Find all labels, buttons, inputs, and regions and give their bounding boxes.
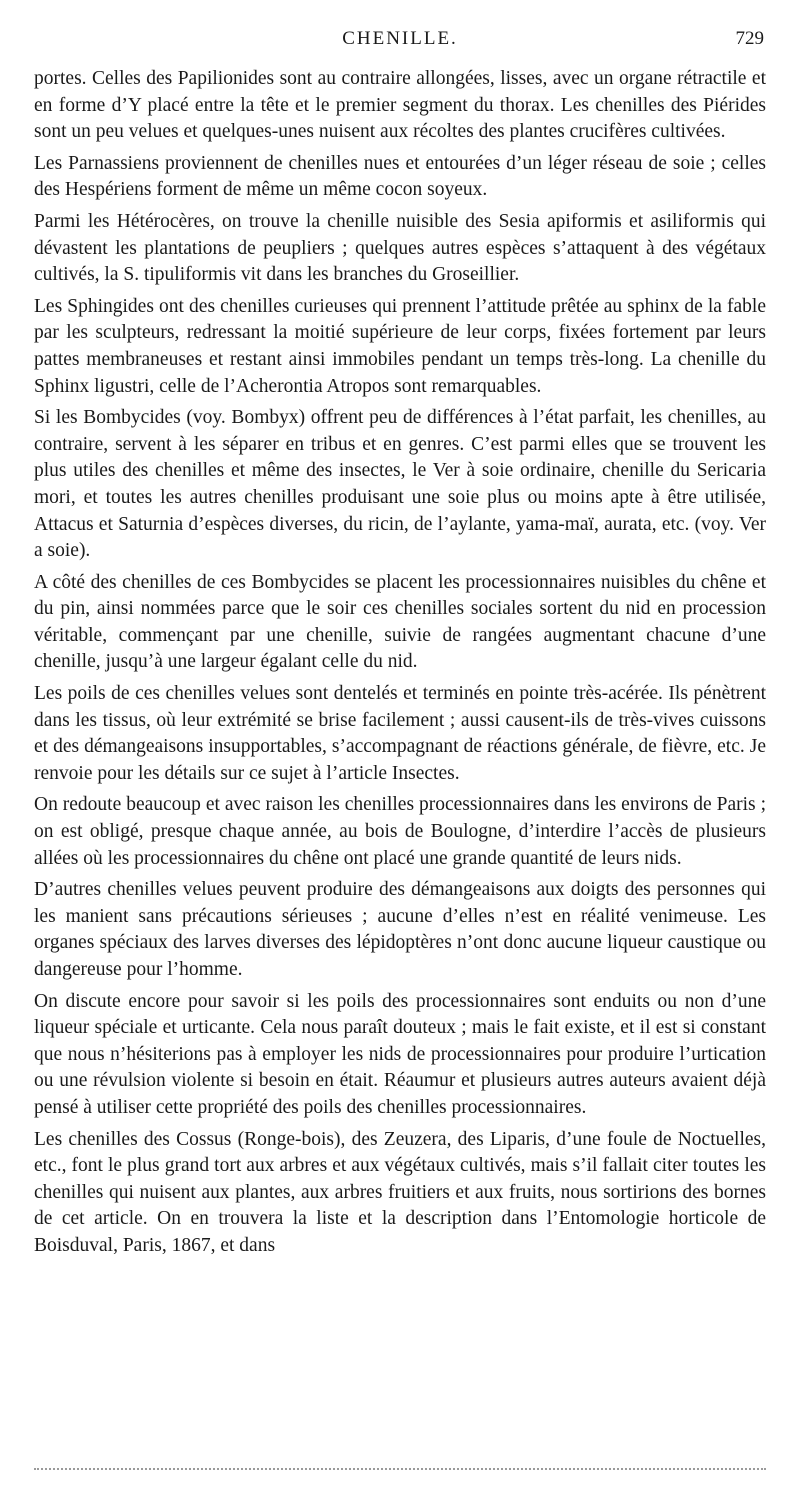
paragraph: D’autres chenilles velues peuvent produire des démangeaisons aux doigts des personnes qui les manient sans précautions sérieuses ; aucune d’elles n’est en réalité venimeuse. Les organes spéciaux des larves diverses des lépidoptères n’ont donc aucune liqueur caustique ou dangereuse pour l’homme.: [34, 879, 766, 980]
running-header: [34, 28, 766, 54]
page-number: 729: [735, 28, 764, 49]
paragraph: A côté des chenilles de ces Bombycides se placent les processionnaires nuisibles du chêne et du pin, ainsi nommées parce que le soir ces chenilles sociales sortent du nid en procession véritable, commençant par une chenille, suivie de rangées augmentant chacune d’une chenille, jusqu’à une largeur égalant celle du nid.: [34, 571, 766, 673]
bottom-divider: [34, 1468, 766, 1472]
paragraph: Les Sphingides ont des chenilles curieuses qui prennent l’attitude prêtée au sphinx de la fable par les sculpteurs, redressant la moitié supérieure de leur corps, fixées fortement par leurs pattes membraneuses et restant ainsi immobiles pendant un temps très-long. La chenille du Sphinx ligustri, celle de l’Acherontia Atropos sont remarquables.: [34, 295, 766, 397]
paragraph: On discute encore pour savoir si les poils des processionnaires sont enduits ou non d’une liqueur spéciale et urticante. Cela nous paraît douteux ; mais le fait existe, et il est si constant que nous n’hésiterions pas à employer les nids de processionnaires pour produire l’urtication ou une révulsion violente si besoin en était. Réaumur et plusieurs autres auteurs avaient déjà pensé à utiliser cette propriété des poils des chenilles processionnaires.: [34, 990, 766, 1118]
paragraph: On redoute beaucoup et avec raison les chenilles processionnaires dans les environs de Paris ; on est obligé, presque chaque année, au bois de Boulogne, d’interdire l’accès de plusieurs allées où les processionnaires du chêne ont placé une grande quantité de leurs nids.: [34, 794, 766, 869]
paragraph: Parmi les Hétérocères, on trouve la chenille nuisible des Sesia apiformis et asiliformis qui dévastent les plantations de peupliers ; quelques autres espèces s’attaquent à des végétaux cultivés, la S. tipuliformis vit dans les branches du Groseillier.: [34, 210, 766, 286]
document-page: [34, 28, 766, 1260]
page-title: CHENILLE.: [342, 28, 458, 49]
body-text: [34, 66, 766, 1260]
paragraph: Si les Bombycides (voy. Bombyx) offrent peu de différences à l’état parfait, les chenilles, au contraire, servent à les séparer en tribus et en genres. C’est parmi elles que se trouvent les plus utiles des chenilles et même des insectes, le Ver à soie ordinaire, chenille du Sericaria mori, et toutes les autres chenilles produisant une soie plus ou moins apte à être utilisée, Attacus et Saturnia d’espèces diverses, du ricin, de l’aylante, yama-maï, aurata, etc. (voy. Ver a soie).: [34, 407, 766, 562]
paragraph: Les Parnassiens proviennent de chenilles nues et entourées d’un léger réseau de soie ; celles des Hespériens forment de même un même cocon soyeux.: [34, 152, 766, 201]
paragraph: portes. Celles des Papilionides sont au contraire allongées, lisses, avec un organe rétractile et en forme d’Y placé entre la tête et le premier segment du thorax. Les chenilles des Piérides sont un peu velues et quelques-unes nuisent aux récoltes des plantes crucifères cultivées.: [34, 68, 766, 143]
paragraph: Les poils de ces chenilles velues sont dentelés et terminés en pointe très-acérée. Ils pénètrent dans les tissus, où leur extrémité se brise facilement ; aussi causent-ils de très-vives cuissons et des démangeaisons insupportables, s’accompagnant de réactions générale, de fièvre, etc. Je renvoie pour les détails sur ce sujet à l’article Insectes.: [34, 683, 766, 784]
paragraph: Les chenilles des Cossus (Ronge-bois), des Zeuzera, des Liparis, d’une foule de Noctuelles, etc., font le plus grand tort aux arbres et aux végétaux cultivés, mais s’il fallait citer toutes les chenilles qui nuisent aux plantes, aux arbres fruitiers et aux fruits, nous sortirions des bornes de cet article. On en trouvera la liste et la description dans l’Entomologie horticole de Boisduval, Paris, 1867, et dans: [34, 1128, 766, 1256]
